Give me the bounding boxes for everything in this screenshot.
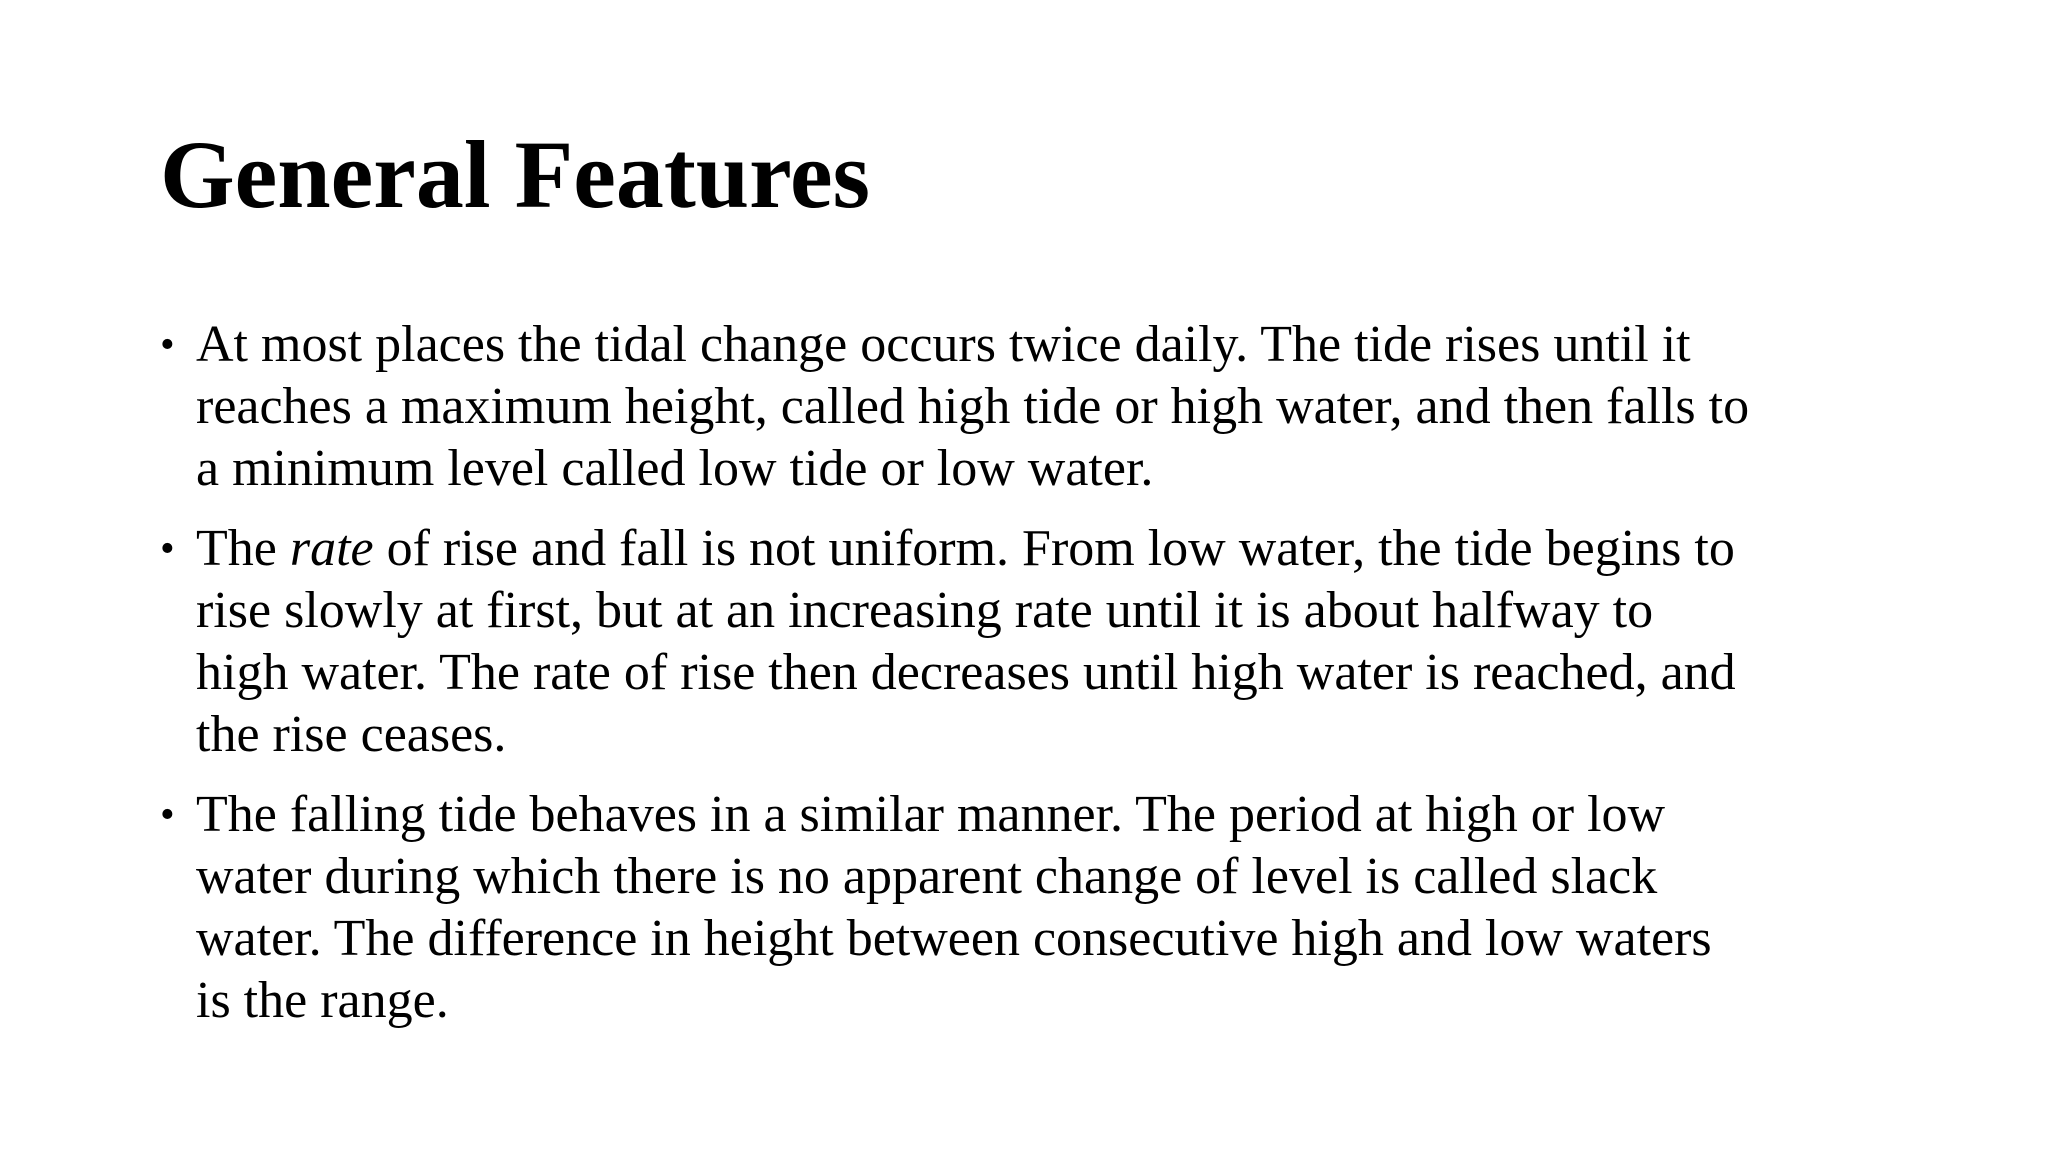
bullet-line: reaches a maximum height, called high tide or high water, and then falls to (196, 378, 1750, 435)
bullet-line: high water. The rate of rise then decreases until high water is reached, and (196, 644, 1736, 701)
bullet-text: The (196, 520, 290, 577)
bullet-list (160, 314, 1920, 1050)
bullet-item (160, 314, 1920, 500)
bullet-line (196, 518, 1920, 580)
bullet-marker: • (160, 322, 175, 368)
bullet-marker: • (160, 792, 175, 838)
bullet-line: water. The difference in height between consecutive high and low waters (196, 910, 1712, 967)
bullet-line: rise slowly at first, but at an increasing rate until it is about halfway to (196, 582, 1654, 639)
bullet-marker: • (160, 526, 175, 572)
bullet-text: of rise and fall is not uniform. From low water, the tide begins to (373, 520, 1735, 577)
bullet-line: At most places the tidal change occurs twice daily. The tide rises until it (196, 316, 1691, 373)
bullet-line: The falling tide behaves in a similar manner. The period at high or low (196, 786, 1666, 843)
bullet-line: water during which there is no apparent change of level is called slack (196, 848, 1658, 905)
bullet-line: is the range. (196, 972, 449, 1029)
bullet-line: the rise ceases. (196, 706, 507, 763)
slide-title: General Features (160, 121, 871, 228)
bullet-line: a minimum level called low tide or low water. (196, 440, 1154, 497)
bullet-item (160, 784, 1920, 1032)
italic-term: rate (289, 520, 374, 577)
bullet-item (160, 518, 1920, 766)
